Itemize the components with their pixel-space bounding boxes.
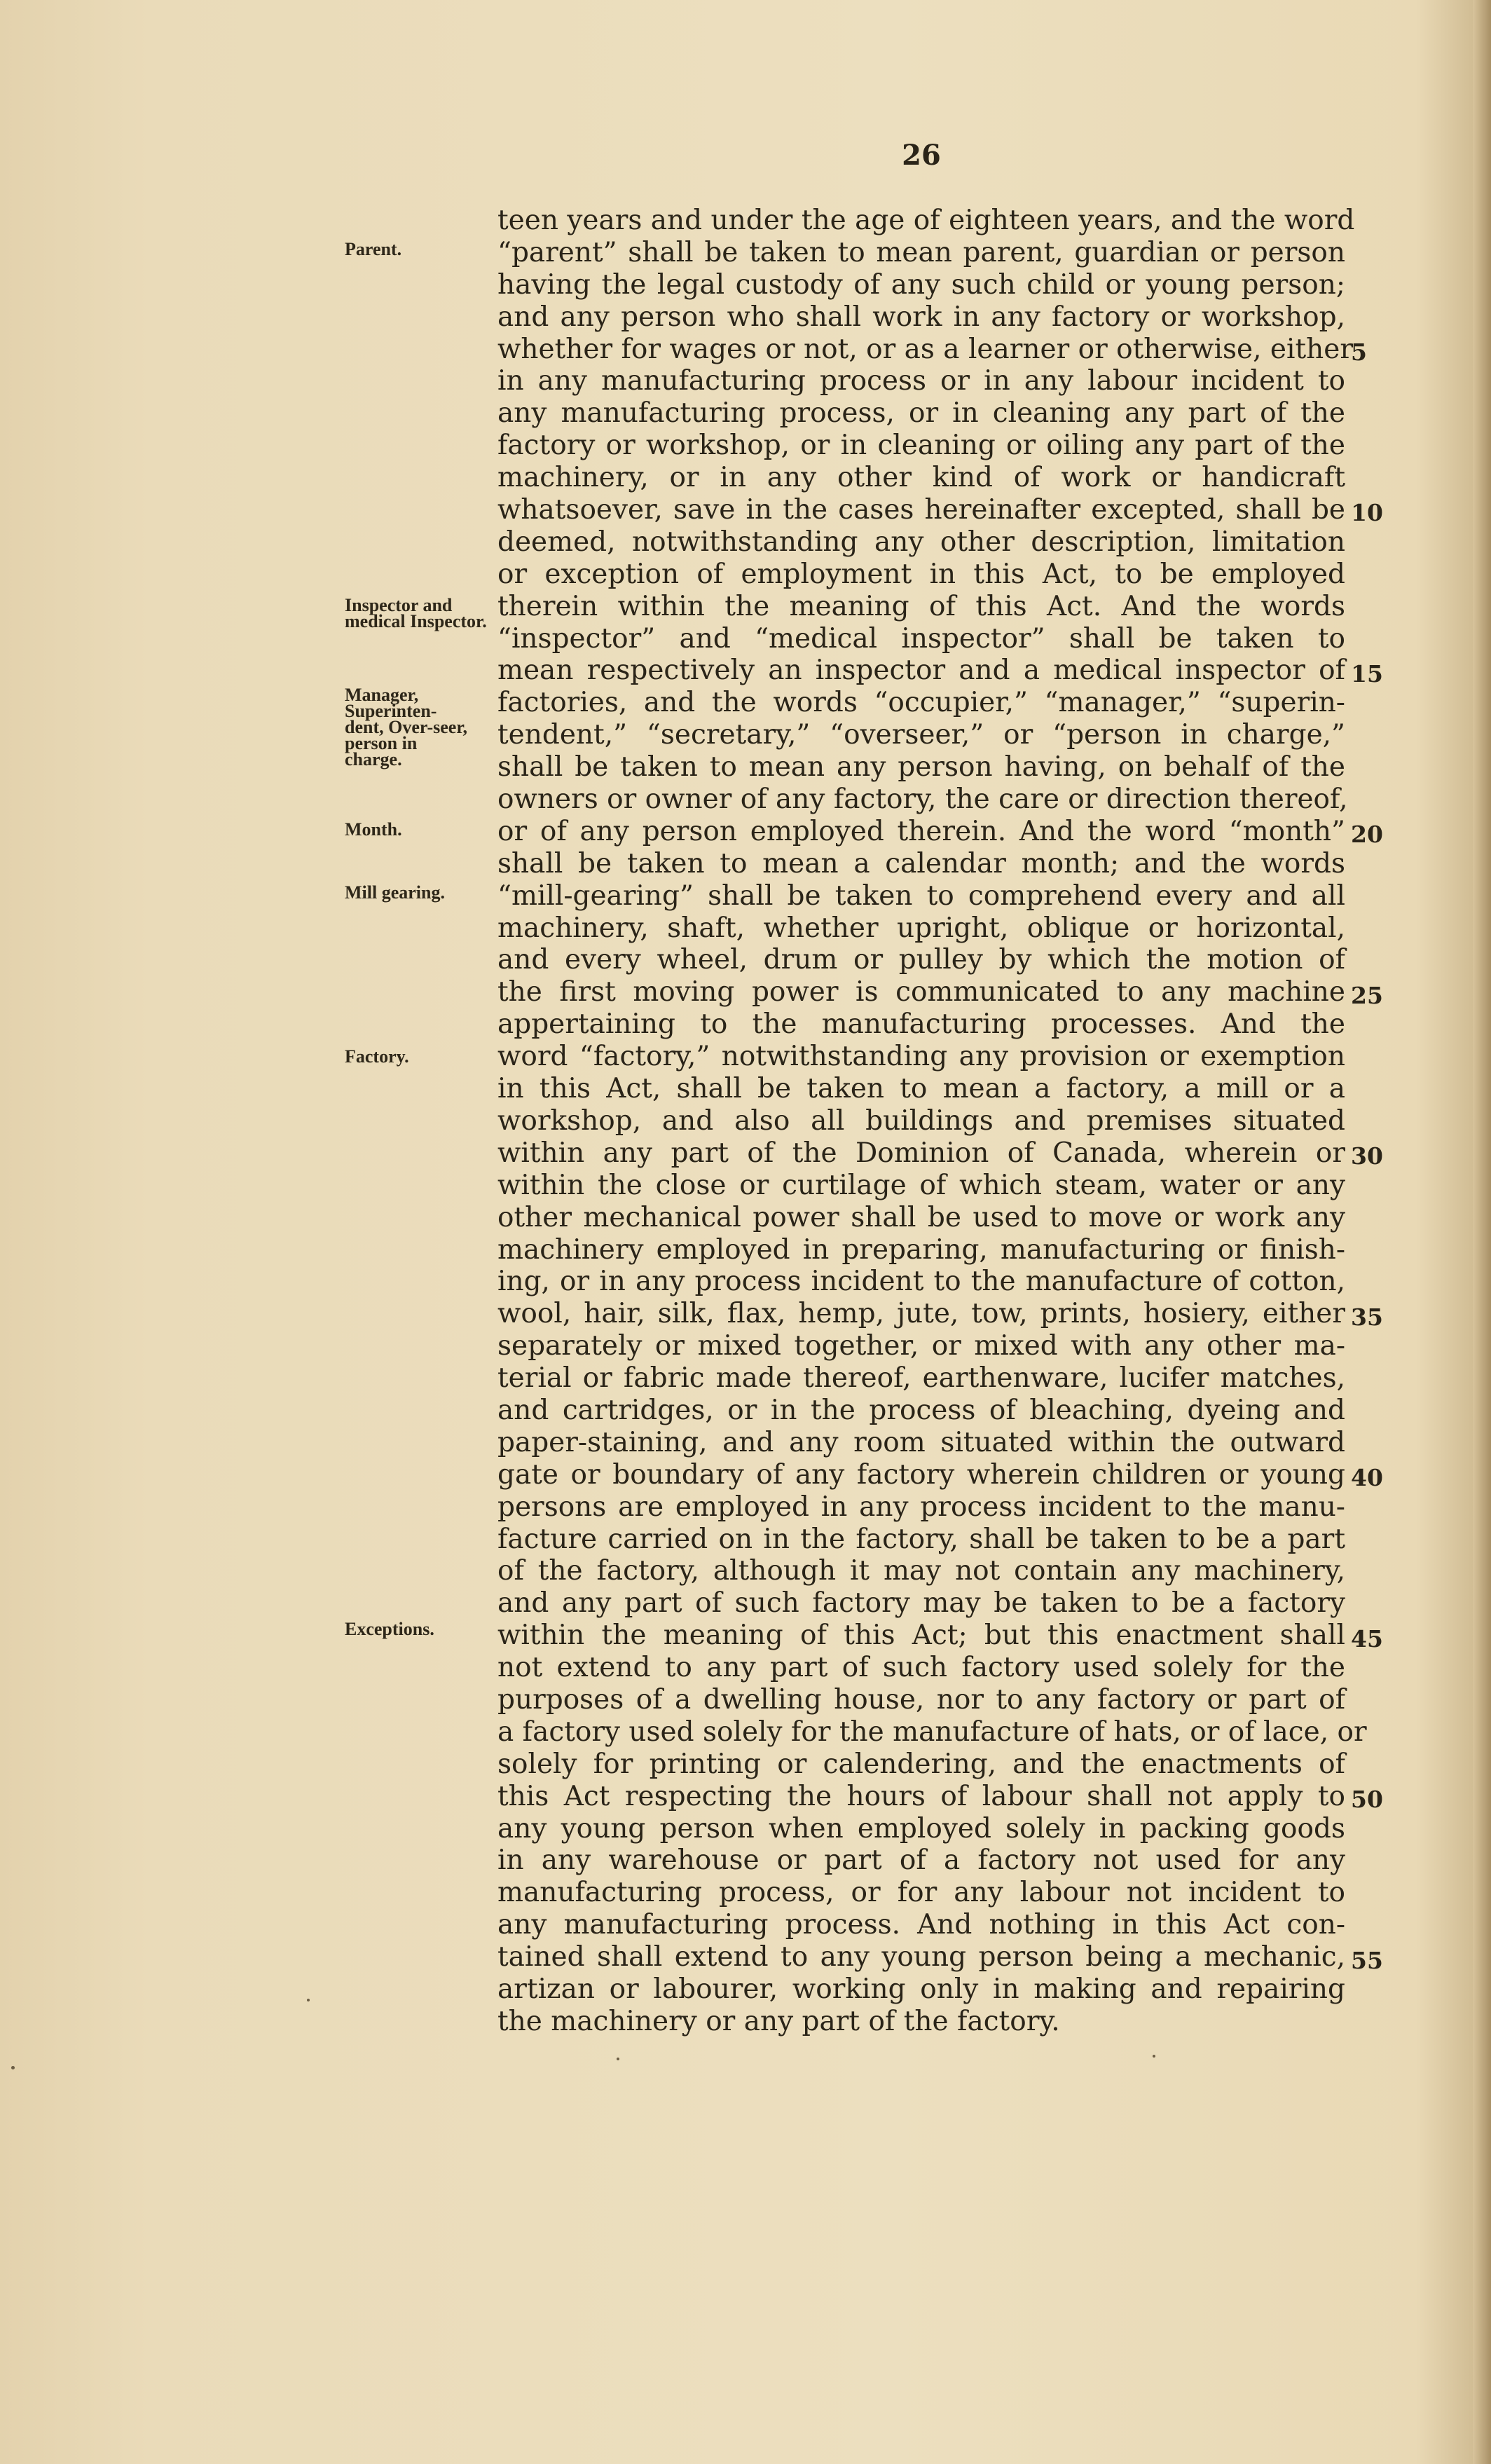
text-line: having the legal custody of any such child or young person; <box>497 268 1345 301</box>
text-line: teen years and under the age of eighteen years, and the word <box>497 205 1355 236</box>
text-line: terial or fabric made thereof, earthenware, lucifer matches, <box>497 1362 1345 1395</box>
text-line: or of any person employed therein. And the word “month” <box>497 815 1345 847</box>
paper-speck <box>617 2058 619 2060</box>
text-line: factory or workshop, or in cleaning or oiling any part of the <box>497 430 1345 462</box>
text-line: other mechanical power shall be used to move or work any <box>497 1201 1345 1233</box>
text-line: tendent,” “secretary,” “overseer,” or “person in charge,” <box>497 719 1345 751</box>
text-line: shall be taken to mean any person having, on behalf of the <box>497 751 1345 783</box>
text-line: of the factory, although it may not contain any machinery, <box>497 1555 1345 1587</box>
text-line: therein within the meaning of this Act. And the words <box>497 590 1345 622</box>
text-line: within the close or curtilage of which steam, water or any <box>497 1169 1345 1201</box>
text-line: ing, or in any process incident to the manufacture of cotton, <box>497 1266 1345 1298</box>
text-line: not extend to any part of such factory used solely for the <box>497 1652 1345 1684</box>
paper-speck <box>11 2066 15 2069</box>
text-line: factories, and the words “occupier,” “manager,” “superin- <box>497 687 1345 719</box>
paper-speck <box>1153 2055 1155 2058</box>
line-number: 30 <box>1351 1142 1383 1170</box>
text-line: “mill-gearing” shall be taken to comprehend every and all <box>497 879 1345 912</box>
page-spine-shadow <box>1473 0 1491 2464</box>
text-line: within any part of the Dominion of Canada, wherein or <box>497 1137 1345 1169</box>
line-number: 45 <box>1351 1624 1383 1652</box>
text-line: in this Act, shall be taken to mean a factory, a mill or a <box>497 1073 1345 1105</box>
text-line: wool, hair, silk, flax, hemp, jute, tow, prints, hosiery, either <box>497 1298 1345 1330</box>
text-line: “parent” shall be taken to mean parent, guardian or person <box>497 236 1345 268</box>
margin-note-inspector: Inspector and medical Inspector. <box>345 595 487 631</box>
text-line: any manufacturing process, or in cleaning any part of the <box>497 397 1345 430</box>
text-line: a factory used solely for the manufacture of hats, or of lace, or <box>497 1716 1367 1748</box>
text-line: workshop, and also all buildings and premises situated <box>497 1104 1345 1137</box>
text-line: the first moving power is communicated to any machine <box>497 976 1345 1008</box>
text-line: facture carried on in the factory, shall be taken to be a part <box>497 1523 1345 1555</box>
margin-note-manager: Manager, Superinten-dent, Over-seer, person in charge. <box>345 685 467 769</box>
text-line: or exception of employment in this Act, to be employed <box>497 558 1345 590</box>
text-line: any manufacturing process. And nothing in this Act con- <box>497 1909 1345 1941</box>
margin-note-month: Month. <box>345 819 402 840</box>
margin-note-mill-gearing: Mill gearing. <box>345 882 445 903</box>
text-line: in any warehouse or part of a factory not used for any <box>497 1844 1345 1877</box>
text-line: solely for printing or calendering, and the enactments of <box>497 1748 1345 1780</box>
page-number: 26 <box>902 139 941 172</box>
text-line: any young person when employed solely in packing goods <box>497 1812 1345 1844</box>
text-line: and any part of such factory may be taken to be a factory <box>497 1587 1345 1620</box>
line-number: 15 <box>1351 659 1383 687</box>
line-number: 50 <box>1351 1786 1383 1814</box>
line-number: 25 <box>1351 981 1383 1009</box>
text-line: “inspector” and “medical inspector” shall be taken to <box>497 622 1345 655</box>
text-line: this Act respecting the hours of labour shall not apply to <box>497 1780 1345 1812</box>
text-line: machinery, or in any other kind of work or handicraft <box>497 462 1345 494</box>
text-line: whatsoever, save in the cases hereinafter excepted, shall be <box>497 494 1345 526</box>
text-line: purposes of a dwelling house, nor to any factory or part of <box>497 1683 1345 1716</box>
margin-note-parent: Parent. <box>345 239 402 259</box>
margin-note-exceptions: Exceptions. <box>345 1619 434 1639</box>
text-line: deemed, notwithstanding any other description, limitation <box>497 526 1345 558</box>
text-line: in any manufacturing process or in any labour incident to <box>497 365 1345 397</box>
text-line: the machinery or any part of the factory. <box>497 2005 1060 2037</box>
text-line: word “factory,” notwithstanding any provision or exemption <box>497 1041 1345 1073</box>
text-line: and every wheel, drum or pulley by which the motion of <box>497 944 1345 976</box>
line-number: 10 <box>1351 499 1383 527</box>
text-line: machinery, shaft, whether upright, oblique or horizontal, <box>497 912 1345 944</box>
text-line: separately or mixed together, or mixed with any other ma- <box>497 1330 1345 1362</box>
line-number: 35 <box>1351 1303 1383 1331</box>
line-number: 55 <box>1351 1946 1383 1974</box>
text-line: and any person who shall work in any factory or workshop, <box>497 301 1345 333</box>
text-line: whether for wages or not, or as a learner or otherwise, either <box>497 333 1353 365</box>
text-line: mean respectively an inspector and a medical inspector of <box>497 655 1345 687</box>
text-line: tained shall extend to any young person being a mechanic, <box>497 1941 1345 1973</box>
text-line: shall be taken to mean a calendar month; and the words <box>497 847 1345 879</box>
paper-speck <box>307 1999 310 2001</box>
margin-note-factory: Factory. <box>345 1046 409 1067</box>
text-line: paper-staining, and any room situated within the outward <box>497 1426 1345 1458</box>
text-line: and cartridges, or in the process of bleaching, dyeing and <box>497 1394 1345 1426</box>
line-number: 20 <box>1351 821 1383 849</box>
line-number: 5 <box>1351 338 1367 366</box>
text-line: artizan or labourer, working only in making and repairing <box>497 1973 1345 2005</box>
text-line: owners or owner of any factory, the care or direction thereof, <box>497 783 1348 816</box>
line-number: 40 <box>1351 1464 1383 1492</box>
text-line: persons are employed in any process incident to the manu- <box>497 1491 1345 1523</box>
text-line: within the meaning of this Act; but this enactment shall <box>497 1620 1345 1652</box>
text-line: manufacturing process, or for any labour not incident to <box>497 1877 1345 1909</box>
text-line: appertaining to the manufacturing processes. And the <box>497 1008 1345 1041</box>
text-line: machinery employed in preparing, manufacturing or finish- <box>497 1233 1345 1266</box>
text-line: gate or boundary of any factory wherein children or young <box>497 1458 1345 1491</box>
